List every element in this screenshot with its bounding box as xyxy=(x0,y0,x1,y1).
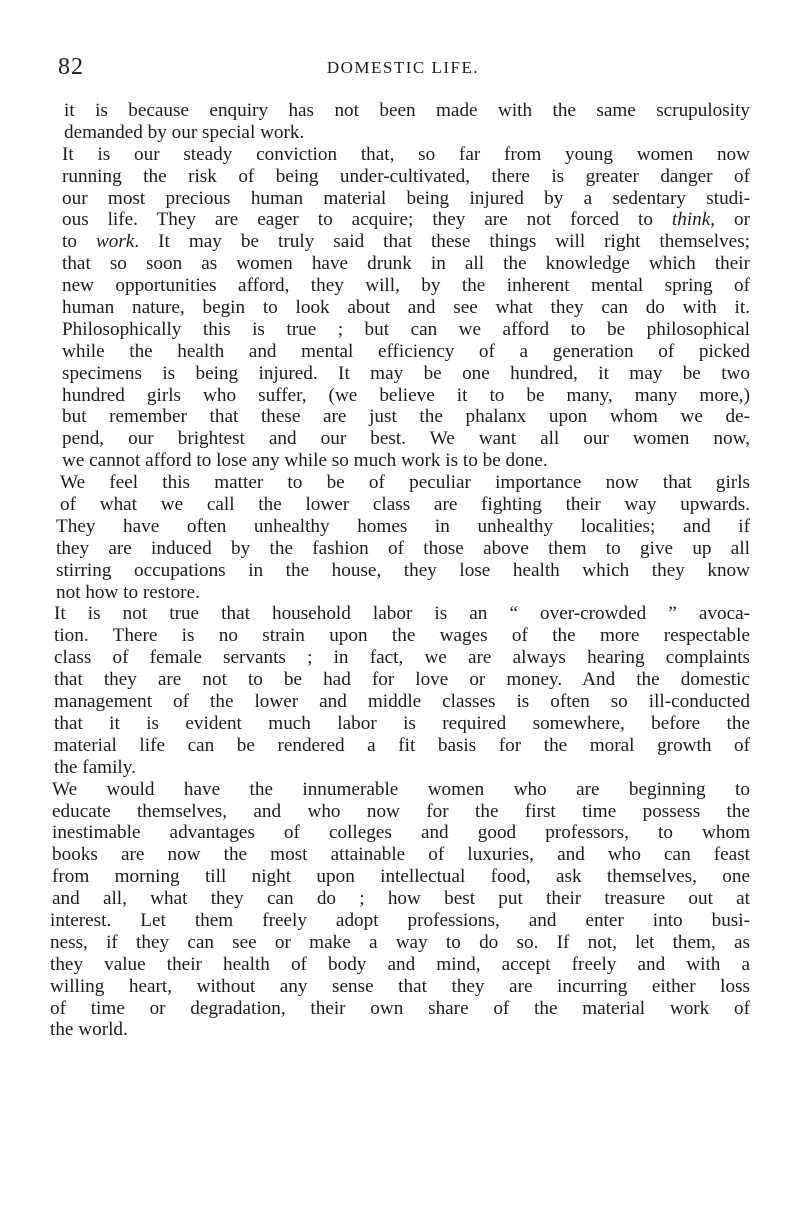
text-line: pend, our brightest and our best. We want all our women now, xyxy=(62,428,750,450)
text-line: that it is evident much labor is required somewhere, before the xyxy=(54,712,750,734)
text-line: of what we call the lower class are fighting their way upwards. xyxy=(60,494,750,516)
text-line: They have often unhealthy homes in unhealthy localities; and if xyxy=(56,515,750,537)
text-line: Philosophically this is true ; but can we afford to be philosophical xyxy=(62,318,750,340)
page-header xyxy=(58,52,748,82)
text-line: specimens is being injured. It may be one hundred, it may be two xyxy=(62,362,750,384)
text-run: , or xyxy=(710,209,750,231)
text-line: stirring occupations in the house, they lose health which they know xyxy=(56,559,750,581)
text-line: they value their health of body and mind, accept freely and with a xyxy=(50,953,750,975)
text-line: of time or degradation, their own share of the material work of xyxy=(50,997,750,1019)
text-line: It is not true that household labor is an “ over-crowded ” avoca- xyxy=(54,603,750,625)
text-line: while the health and mental efficiency of a generation of picked xyxy=(62,340,750,362)
text-line: that they are not to be had for love or money. And the domestic xyxy=(54,669,750,691)
text-line: we cannot afford to lose any while so much work is to be done. xyxy=(62,450,548,472)
italic-word: work xyxy=(95,231,135,253)
text-line: that so soon as women have drunk in all the knowledge which their xyxy=(62,253,750,275)
text-line xyxy=(50,209,750,231)
running-head: DOMESTIC LIFE. xyxy=(326,58,480,77)
text-line: tion. There is no strain upon the wages of the more respectable xyxy=(54,625,750,647)
text-line: hundred girls who suffer, (we believe it to be many, many more,) xyxy=(62,384,750,406)
text-run: . It may be truly said that these things will right themselves; xyxy=(134,231,750,253)
text-line: books are now the most attainable of luxuries, and who can feast xyxy=(52,844,750,866)
text-line: We would have the innumerable women who are beginning to xyxy=(52,778,750,800)
text-line: not how to restore. xyxy=(56,581,200,603)
text-line: inestimable advantages of colleges and good professors, to whom xyxy=(52,822,750,844)
text-line: running the risk of being under-cultivated, there is greater danger of xyxy=(62,165,750,187)
text-run: to xyxy=(62,231,96,253)
text-line: it is because enquiry has not been made with the same scrupulosity xyxy=(64,100,750,121)
text-line: interest. Let them freely adopt professions, and enter into busi- xyxy=(50,909,750,931)
text-line: demanded by our special work. xyxy=(64,121,305,143)
text-run: ous life. They are eager to acquire; they are not forced to xyxy=(62,209,672,231)
text-line: human nature, begin to look about and see what they can do with it. xyxy=(62,297,750,319)
text-line: material life can be rendered a fit basis for the moral growth of xyxy=(54,734,750,756)
text-line: management of the lower and middle classes is often so ill-conducted xyxy=(54,691,750,713)
text-line: It is our steady conviction that, so far from young women now xyxy=(62,143,750,165)
body-text xyxy=(50,100,750,1041)
text-line: ness, if they can see or make a way to do so. If not, let them, as xyxy=(50,931,750,953)
text-line: educate themselves, and who now for the first time possess the xyxy=(52,800,750,822)
text-line: the family. xyxy=(54,756,136,778)
text-line: new opportunities afford, they will, by the inherent mental spring of xyxy=(62,275,750,297)
text-line: willing heart, without any sense that they are incurring either loss xyxy=(50,975,750,997)
text-line: our most precious human material being injured by a sedentary studi- xyxy=(62,187,750,209)
text-line: but remember that these are just the phalanx upon whom we de- xyxy=(62,406,750,428)
text-line: the world. xyxy=(50,1019,128,1041)
text-line: they are induced by the fashion of those above them to give up all xyxy=(56,537,750,559)
page-number: 82 xyxy=(58,54,84,80)
text-line: from morning till night upon intellectual food, ask themselves, one xyxy=(52,866,750,888)
italic-word: think xyxy=(671,209,711,231)
text-line: We feel this matter to be of peculiar importance now that girls xyxy=(60,472,750,494)
text-line: and all, what they can do ; how best put their treasure out at xyxy=(52,888,750,910)
text-line: class of female servants ; in fact, we are always hearing complaints xyxy=(54,647,750,669)
text-line xyxy=(50,231,750,253)
